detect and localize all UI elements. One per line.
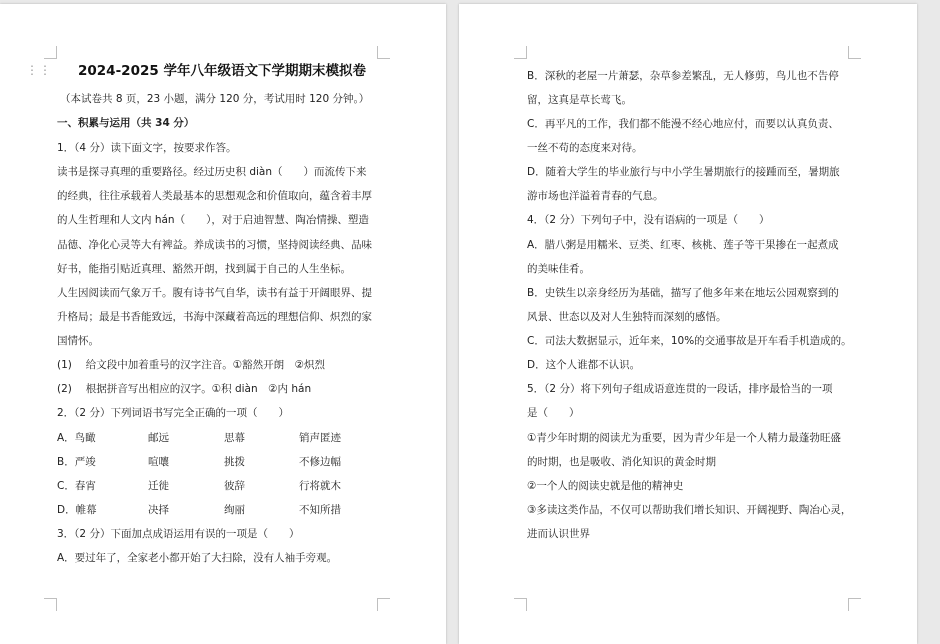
text-line: 一丝不苟的态度来对待。	[527, 142, 643, 154]
text-line: 风景、世态以及对人生独特而深刻的感悟。	[527, 311, 727, 323]
text-line: D．这个人谁都不认识。	[527, 359, 641, 371]
margin-corner-bottom-left	[514, 598, 527, 611]
margin-corner-bottom-right	[848, 598, 861, 611]
q2-stem: 2．（2 分）下列词语书写完全正确的一项（ ）	[57, 407, 289, 419]
passage-line: 品德、净化心灵等大有裨益。养成读书的习惯，坚持阅读经典、品味	[57, 239, 372, 251]
q3-option-a: A．要过年了，全家老小都开始了大扫除，没有人袖手旁观。	[57, 552, 338, 564]
text-line: 是（ ）	[527, 407, 580, 419]
passage-line: 升格局；最是书香能致远，书海中深藏着高远的理想信仰、炽烈的家	[57, 311, 372, 323]
q2-option-word: 喧嚷	[148, 456, 169, 468]
text-line: C．再平凡的工作，我们都不能漫不经心地应付，而要以认真负责、	[527, 118, 839, 130]
text-line: A．腊八粥是用糯米、豆类、红枣、核桃、莲子等干果掺在一起煮成	[527, 239, 839, 251]
text-line: 进而认识世界	[527, 528, 590, 540]
q2-option-word: 彼辞	[224, 480, 245, 492]
q2-option-word: 销声匿迹	[299, 432, 341, 444]
text-line: C．司法大数据显示，近年来，10%的交通事故是开车看手机造成的。	[527, 335, 852, 347]
q2-option-label: A．鸟瞰	[57, 432, 96, 444]
text-line: 的美味佳肴。	[527, 263, 590, 275]
q2-option-word: 迁徙	[148, 480, 169, 492]
q2-option-label: D．帷幕	[57, 504, 97, 516]
text-line: 5．（2 分）将下列句子组成语意连贯的一段话，排序最恰当的一项	[527, 383, 833, 395]
margin-corner-top-left	[44, 46, 57, 59]
text-line: D．随着大学生的毕业旅行与中小学生暑期旅行的接踵而至，暑期旅	[527, 166, 840, 178]
passage-line: 好书，能指引贴近真理、豁然开朗，找到属于自己的人生坐标。	[57, 263, 351, 275]
q2-option-word: 不知所措	[299, 504, 341, 516]
margin-corner-top-right	[848, 46, 861, 59]
section-heading: 一、积累与运用（共 34 分）	[57, 117, 195, 129]
text-line: B．深秋的老屋一片萧瑟，杂草参差繁乱，无人修剪，鸟儿也不告停	[527, 70, 839, 82]
exam-note: （本试卷共 8 页，23 小题，满分 120 分，考试用时 120 分钟。）	[60, 93, 370, 105]
margin-corner-bottom-right	[377, 598, 390, 611]
passage-line: 的人生哲理和人文内 hán（ ），对于启迪智慧、陶冶情操、塑造	[57, 214, 369, 226]
drag-handle-icon[interactable]: ⋮⋮	[26, 63, 52, 77]
q1-sub2: (2) 根据拼音写出相应的汉字。①积 diàn ②内 hán	[57, 383, 312, 395]
q2-option-word: 行将就木	[299, 480, 341, 492]
passage-line: 的经典，往往承载着人类最基本的思想观念和价值取向，蕴含着丰厚	[57, 190, 372, 202]
q2-option-word: 决择	[148, 504, 169, 516]
q3-stem: 3．（2 分）下面加点成语运用有误的一项是（ ）	[57, 528, 300, 540]
q2-option-word: 绚丽	[224, 504, 245, 516]
text-line: B．史铁生以亲身经历为基础，描写了他多年来在地坛公园观察到的	[527, 287, 839, 299]
text-line: 的时期，也是吸收、消化知识的黄金时期	[527, 456, 716, 468]
margin-corner-top-left	[514, 46, 527, 59]
text-line: 留，这真是草长莺飞。	[527, 94, 632, 106]
passage-line: 人生因阅读而气象万千。腹有诗书气自华，读书有益于开阔眼界、提	[57, 287, 372, 299]
q2-option-word: 挑拨	[224, 456, 245, 468]
q1-sub1: (1) 给文段中加着重号的汉字注音。①豁然开朗 ②炽烈	[57, 359, 326, 371]
page-left	[0, 4, 446, 644]
margin-corner-bottom-left	[44, 598, 57, 611]
q2-option-word: 思幕	[224, 432, 245, 444]
text-line: ②一个人的阅读史就是他的精神史	[527, 480, 684, 492]
exam-title: 2024-2025 学年八年级语文下学期期末模拟卷	[78, 63, 366, 79]
q1-stem: 1．（4 分）读下面文字，按要求作答。	[57, 142, 237, 154]
passage-line: 国情怀。	[57, 335, 99, 347]
q2-option-word: 不修边幅	[299, 456, 341, 468]
text-line: 游市场也洋溢着青春的气息。	[527, 190, 664, 202]
text-line: ①青少年时期的阅读尤为重要，因为青少年是一个人精力最蓬勃旺盛	[527, 432, 841, 444]
margin-corner-top-right	[377, 46, 390, 59]
q2-option-word: 邮远	[148, 432, 169, 444]
text-line: ③多读这类作品，不仅可以帮助我们增长知识、开阔视野、陶冶心灵，	[527, 504, 852, 516]
passage-line: 读书是探寻真理的重要路径。经过历史积 diàn（ ）而流传下来	[57, 166, 367, 178]
q2-option-label: B．严竣	[57, 456, 96, 468]
page-right	[459, 4, 917, 644]
q2-option-label: C．春宵	[57, 480, 96, 492]
text-line: 4．（2 分）下列句子中，没有语病的一项是（ ）	[527, 214, 770, 226]
